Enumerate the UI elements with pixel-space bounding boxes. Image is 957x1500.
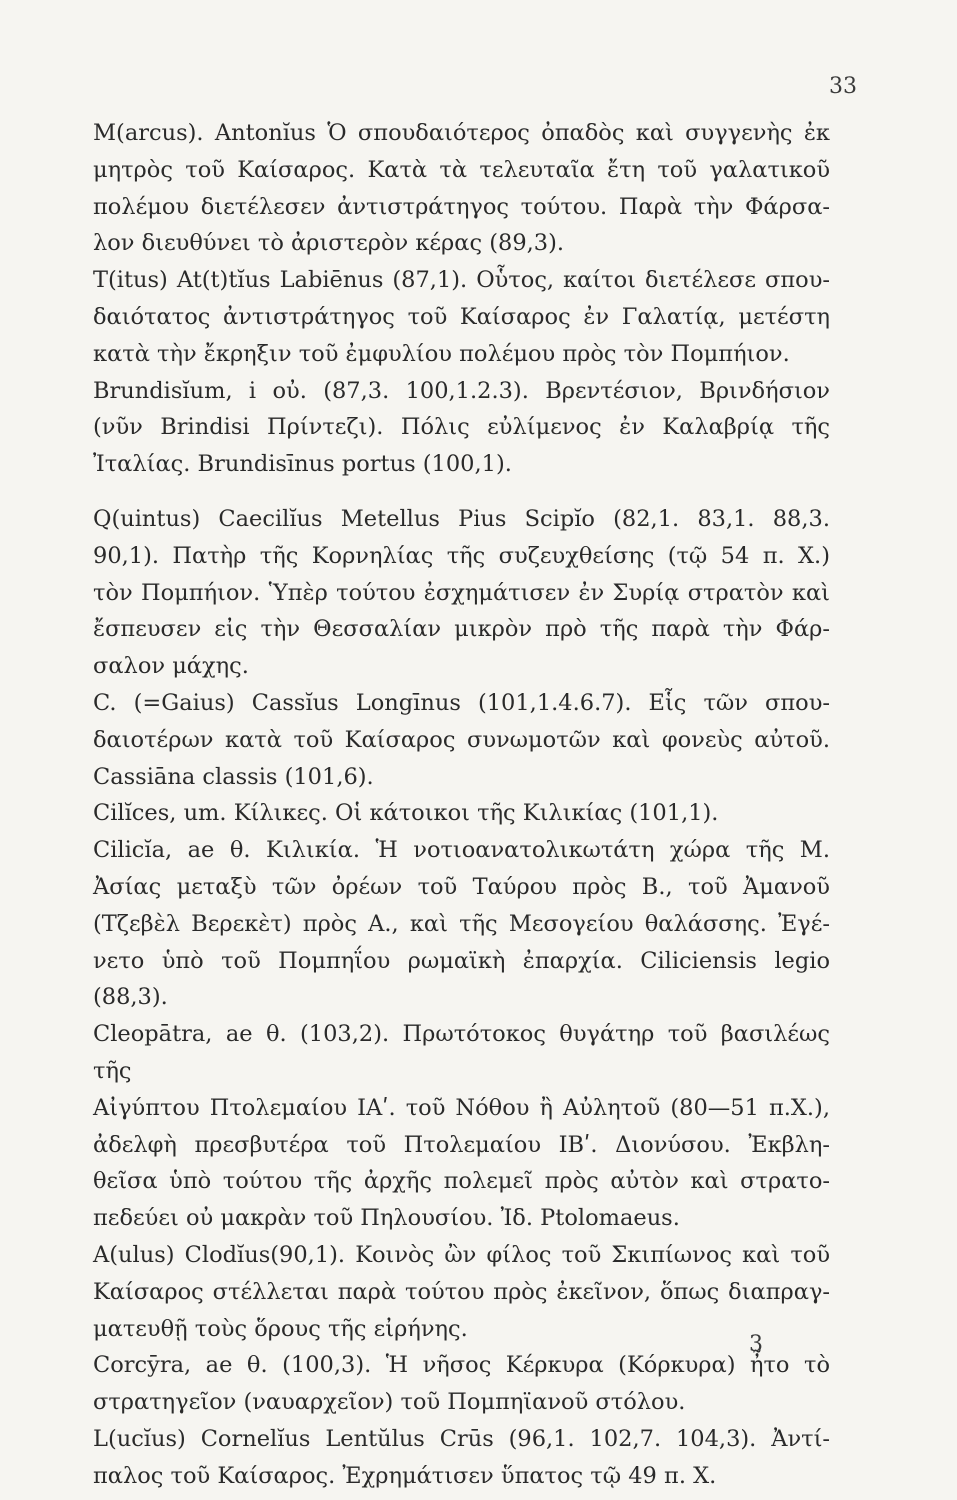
text-line: Ἰταλίας. Brundisīnus portus (100,1). — [93, 451, 512, 478]
text-line: Cilĭces, um. Κίλικες. Οἱ κάτοικοι τῆς Κιλικίας (101,1). — [93, 800, 719, 827]
glossary-entry — [93, 373, 830, 483]
glossary-entries — [93, 115, 830, 1494]
text-line: (88,3). — [93, 984, 168, 1011]
text-line: μητρὸς τοῦ Καίσαρος. Κατὰ τὰ τελευταῖα ἔτη τοῦ γαλατικοῦ — [93, 156, 830, 183]
text-line: Q(uintus) Caecilĭus Metellus Pius Scipĭo (82,1. 83,1. 88,3. — [93, 505, 830, 532]
text-line: (νῦν Brindisi Πρίντεζι). Πόλις εὐλίμενος ἐν Καλαβρίᾳ τῆς — [93, 414, 830, 441]
signature-mark: 3 — [749, 1332, 763, 1357]
paragraph-gap — [93, 483, 830, 501]
glossary-entry — [93, 832, 830, 1016]
text-line: δαιοτέρων κατὰ τοῦ Καίσαρος συνωμοτῶν καὶ φονεὺς αὐτοῦ. — [93, 726, 830, 753]
glossary-entry — [93, 1421, 830, 1495]
text-line: Καίσαρος στέλλεται παρὰ τούτου πρὸς ἐκεῖνον, ὅπως διαπραγ- — [93, 1278, 830, 1305]
glossary-entry — [93, 501, 830, 685]
text-line: C. (=Gaius) Cassĭus Longīnus (101,1.4.6.7). Εἷς τῶν σπου- — [93, 689, 830, 716]
text-line: λον διευθύνει τὸ ἀριστερὸν κέρας (89,3). — [93, 230, 565, 257]
text-line: Corcȳra, ae θ. (100,3). Ἡ νῆσος Κέρκυρα (Κόρκυρα) ἦτο τὸ — [93, 1352, 830, 1379]
text-line: Cilicĭa, ae θ. Κιλικία. Ἡ νοτιοανατολικωτάτη χώρα τῆς M. — [93, 837, 830, 864]
text-line: πολέμου διετέλεσεν ἀντιστράτηγος τούτου. Παρὰ τὴν Φάρσα- — [93, 193, 830, 220]
text-line: παλος τοῦ Καίσαρος. Ἐχρημάτισεν ὕπατος τῷ 49 π. X. — [93, 1462, 717, 1489]
text-line: δαιότατος ἀντιστράτηγος τοῦ Καίσαρος ἐν Γαλατίᾳ, μετέστη — [93, 303, 830, 330]
text-line: Ἀσίας μεταξὺ τῶν ὀρέων τοῦ Ταύρου πρὸς B., τοῦ Ἀμανοῦ — [93, 873, 830, 900]
glossary-entry — [93, 1237, 830, 1347]
text-line: στρατηγεῖον (ναυαρχεῖον) τοῦ Πομπηϊανοῦ στόλου. — [93, 1389, 686, 1416]
page-number: 33 — [829, 74, 857, 99]
glossary-entry — [93, 685, 830, 795]
glossary-entry — [93, 1347, 830, 1421]
text-line: πεδεύει οὐ μακρὰν τοῦ Πηλουσίου. Ἰδ. Ptolomaeus. — [93, 1205, 680, 1232]
text-line: ἔσπευσεν εἰς τὴν Θεσσαλίαν μικρὸν πρὸ τῆς παρὰ τὴν Φάρ- — [93, 616, 830, 643]
glossary-entry — [93, 262, 830, 372]
text-line: M(arcus). Antonĭus Ὁ σπουδαιότερος ὀπαδὸς καὶ συγγενὴς ἐκ — [93, 120, 830, 146]
text-line: ἀδελφὴ πρεσβυτέρα τοῦ Πτολεμαίου ΙΒʹ. Διονύσου. Ἐκβλη- — [93, 1131, 830, 1158]
glossary-entry — [93, 795, 830, 832]
text-line: A(ulus) Clodĭus(90,1). Κοινὸς ὢν φίλος τοῦ Σκιπίωνος καὶ τοῦ — [93, 1241, 830, 1268]
glossary-entry — [93, 1016, 830, 1237]
text-line: τὸν Πομπήιον. Ὑπὲρ τούτου ἐσχημάτισεν ἐν Συρίᾳ στρατὸν καὶ — [93, 579, 830, 606]
text-line: Αἰγύπτου Πτολεμαίου ΙΑʹ. τοῦ Νόθου ἢ Αὐλητοῦ (80—51 π.Χ.), — [93, 1094, 830, 1121]
text-line: Brundisĭum, i οὐ. (87,3. 100,1.2.3). Βρεντέσιον, Βρινδήσιον — [93, 377, 830, 404]
text-line: Cassiāna classis (101,6). — [93, 763, 374, 790]
text-line: σαλον μάχης. — [93, 653, 249, 680]
text-line: 90,1). Πατὴρ τῆς Κορνηλίας τῆς συζευχθείσης (τῷ 54 π. X.) — [93, 542, 830, 569]
glossary-entry — [93, 115, 830, 262]
text-line: Cleopātra, ae θ. (103,2). Πρωτότοκος θυγάτηρ τοῦ βασιλέως τῆς — [93, 1021, 830, 1084]
text-line: L(ucĭus) Cornelĭus Lentŭlus Crūs (96,1. 102,7. 104,3). Ἀντί- — [93, 1425, 830, 1452]
text-line: νετο ὑπὸ τοῦ Πομπηΐου ρωμαϊκὴ ἐπαρχία. Ciliciensis legio — [93, 947, 830, 974]
text-line: (Τζεβὲλ Βερεκὲτ) πρὸς A., καὶ τῆς Μεσογείου θαλάσσης. Ἐγέ- — [93, 910, 830, 937]
text-line: κατὰ τὴν ἔκρηξιν τοῦ ἐμφυλίου πολέμου πρὸς τὸν Πομπήιον. — [93, 340, 790, 367]
text-column — [93, 115, 830, 1494]
text-line: T(itus) At(t)tĭus Labiēnus (87,1). Οὗτος, καίτοι διετέλεσε σπου- — [93, 267, 830, 294]
text-line: θεῖσα ὑπὸ τούτου τῆς ἀρχῆς πολεμεῖ πρὸς αὐτὸν καὶ στρατο- — [93, 1168, 830, 1195]
text-line: ματευθῇ τοὺς ὅρους τῆς εἰρήνης. — [93, 1315, 468, 1342]
